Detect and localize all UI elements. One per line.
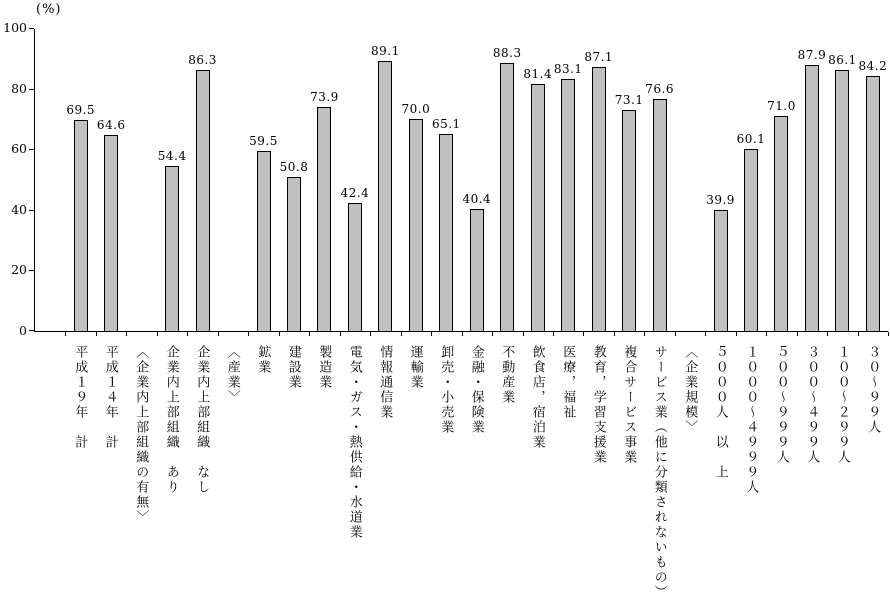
- category-label: サービス業（他に分類されないもの）: [651, 345, 667, 600]
- category-label: ５０００人 以 上: [712, 345, 728, 480]
- x-label-slot: [461, 345, 492, 613]
- category-label: 複合サービス事業: [621, 345, 637, 465]
- category-slot: [65, 29, 95, 331]
- bar: [531, 84, 545, 331]
- bar-value-label: 42.4: [340, 185, 370, 200]
- x-label-slot: [309, 345, 340, 613]
- x-label-slot: [95, 345, 126, 613]
- x-label-slot: [705, 345, 736, 613]
- x-label-slot: [675, 345, 706, 613]
- bar-value-label: 54.4: [157, 149, 187, 164]
- bar: [470, 209, 484, 331]
- y-axis-tick: [29, 330, 34, 331]
- category-label: 企業内上部組織 あり: [163, 345, 179, 495]
- y-axis-tick: [29, 89, 34, 90]
- x-axis-labels: [34, 345, 888, 613]
- x-label-slot: [736, 345, 767, 613]
- bar-value-label: 87.9: [797, 47, 827, 62]
- bar: [561, 79, 575, 331]
- plot-area: [3, 20, 888, 338]
- bar-value-label: 87.1: [584, 50, 614, 65]
- bar: [378, 61, 392, 331]
- y-axis-tick: [29, 210, 34, 211]
- bar: [439, 134, 453, 331]
- category-slot: [279, 29, 309, 331]
- bar: [74, 120, 88, 331]
- bar-value-label: 65.1: [431, 116, 461, 131]
- empty-label-slot: [34, 345, 65, 613]
- category-label: 企業内上部組織 なし: [194, 345, 210, 495]
- category-label: ３００～４９９人: [804, 345, 820, 465]
- bar-value-label: 69.5: [66, 103, 96, 118]
- bar-value-label: 81.4: [523, 67, 553, 82]
- x-label-slot: [400, 345, 431, 613]
- x-label-slot: [217, 345, 248, 613]
- empty-slot: [35, 29, 65, 331]
- category-slot: [309, 29, 339, 331]
- category-slot: [736, 29, 766, 331]
- category-label: １００～２９９人: [834, 345, 850, 465]
- bar-value-label: 84.2: [858, 58, 888, 73]
- category-slot: [553, 29, 583, 331]
- x-label-slot: [553, 345, 584, 613]
- bar: [196, 70, 210, 331]
- bar-value-label: 86.1: [828, 53, 857, 68]
- bar: [317, 107, 331, 331]
- category-label: ５００～９９９人: [773, 345, 789, 465]
- x-label-slot: [339, 345, 370, 613]
- category-slot: [644, 29, 674, 331]
- x-label-slot: [583, 345, 614, 613]
- bar: [714, 210, 728, 331]
- category-slot: [218, 29, 248, 331]
- category-label: 平成１４年 計: [102, 345, 118, 450]
- y-axis-tick: [29, 149, 34, 150]
- bar: [622, 110, 636, 331]
- category-label: 〈企業規模〉: [682, 345, 698, 435]
- category-slot: [705, 29, 735, 331]
- category-slot: [583, 29, 613, 331]
- bar: [744, 149, 758, 331]
- x-label-slot: [156, 345, 187, 613]
- y-axis-unit-label: (%): [36, 2, 62, 17]
- y-axis-tick-label: 40: [11, 201, 27, 217]
- bar-value-label: 88.3: [492, 46, 522, 61]
- x-label-slot: [858, 345, 889, 613]
- x-label-slot: [644, 345, 675, 613]
- category-slot: [523, 29, 553, 331]
- bar-value-label: 86.3: [188, 52, 217, 67]
- bar: [409, 119, 423, 331]
- bar-value-label: 89.1: [371, 44, 400, 59]
- category-label: 〈企業内上部組織の有無〉: [133, 345, 149, 525]
- bar-value-label: 71.0: [767, 98, 796, 113]
- category-label: 電気・ガス・熱供給・水道業: [346, 345, 362, 540]
- category-label: 平成１９年 計: [72, 345, 88, 450]
- category-slot: [157, 29, 187, 331]
- x-label-slot: [797, 345, 828, 613]
- bar-value-label: 40.4: [462, 191, 492, 206]
- x-label-slot: [492, 345, 523, 613]
- category-slot: [858, 29, 888, 331]
- bar-value-label: 50.8: [279, 160, 309, 175]
- bar-value-label: 76.6: [645, 81, 674, 96]
- bar-value-label: 64.6: [96, 118, 126, 133]
- x-label-slot: [766, 345, 797, 613]
- x-label-slot: [370, 345, 401, 613]
- category-slot: [492, 29, 522, 331]
- bar: [287, 177, 301, 331]
- category-label: 〈産業〉: [224, 345, 240, 405]
- category-label: 製造業: [316, 345, 332, 390]
- bar-value-label: 39.9: [706, 193, 735, 208]
- y-axis-tick: [29, 28, 34, 29]
- category-label: 金融・保険業: [468, 345, 484, 435]
- category-label: 情報通信業: [377, 345, 393, 420]
- bar: [592, 67, 606, 331]
- bar: [805, 65, 819, 331]
- y-axis-tick-label: 20: [11, 262, 27, 278]
- category-slot: [340, 29, 370, 331]
- category-slot: [126, 29, 156, 331]
- x-label-slot: [278, 345, 309, 613]
- category-label: 医療，福祉: [560, 345, 576, 420]
- x-label-slot: [187, 345, 218, 613]
- bar: [500, 63, 514, 331]
- category-label: １０００～４９９９人: [743, 345, 759, 495]
- category-label: 教育，学習支援業: [590, 345, 606, 465]
- bar: [104, 135, 118, 331]
- bar: [653, 99, 667, 331]
- bar: [835, 70, 849, 331]
- category-slot: [797, 29, 827, 331]
- category-slot: [96, 29, 126, 331]
- y-axis-tick-label: 60: [11, 141, 27, 157]
- category-slot: [675, 29, 705, 331]
- bar: [165, 166, 179, 331]
- x-label-slot: [614, 345, 645, 613]
- category-label: 不動産業: [499, 345, 515, 405]
- category-slot: [248, 29, 278, 331]
- category-slot: [462, 29, 492, 331]
- category-slot: [827, 29, 857, 331]
- y-axis-tick-label: 0: [19, 323, 27, 338]
- category-slot: [401, 29, 431, 331]
- bar: [348, 203, 362, 331]
- category-label: 鉱業: [255, 345, 271, 375]
- y-axis-tick-label: 80: [11, 80, 27, 96]
- category-slot: [370, 29, 400, 331]
- category-label: 建設業: [285, 345, 301, 390]
- bar-value-label: 60.1: [736, 131, 766, 146]
- x-label-slot: [248, 345, 279, 613]
- bar: [257, 151, 271, 331]
- category-slot: [766, 29, 796, 331]
- x-label-slot: [431, 345, 462, 613]
- bar-value-label: 73.9: [310, 90, 339, 105]
- bar: [774, 116, 788, 331]
- bar-value-label: 83.1: [553, 62, 583, 77]
- y-axis-tick-label: 100: [3, 20, 27, 35]
- bar-value-label: 73.1: [614, 92, 644, 107]
- x-label-slot: [827, 345, 858, 613]
- y-axis-tick: [29, 270, 34, 271]
- category-slot: [614, 29, 644, 331]
- bar-value-label: 59.5: [249, 133, 278, 148]
- category-label: 運輸業: [407, 345, 423, 390]
- category-label: ３０～９９人: [865, 345, 881, 435]
- x-label-slot: [126, 345, 157, 613]
- category-slot: [187, 29, 217, 331]
- category-label: 飲食店，宿泊業: [529, 345, 545, 450]
- category-label: 卸売・小売業: [438, 345, 454, 435]
- x-label-slot: [522, 345, 553, 613]
- bar: [866, 76, 880, 331]
- x-label-slot: [65, 345, 96, 613]
- category-slot: [431, 29, 461, 331]
- bar-value-label: 70.0: [401, 101, 431, 116]
